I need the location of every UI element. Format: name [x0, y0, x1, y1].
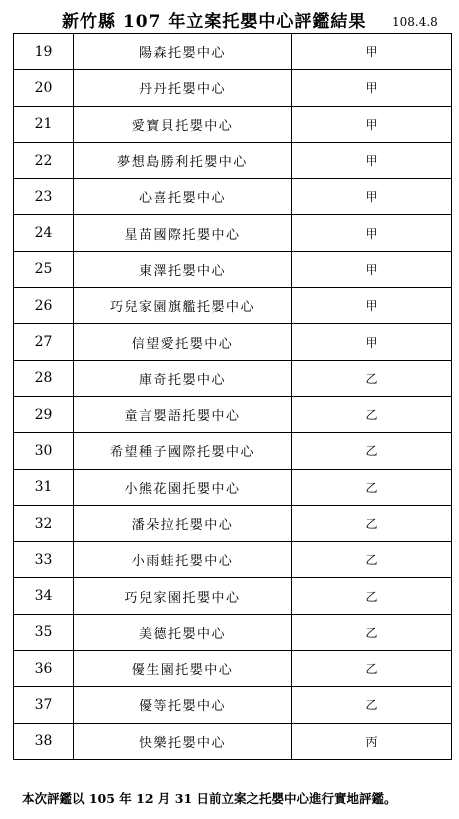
table-row: [14, 651, 452, 687]
table-row: [14, 542, 452, 578]
footnote: 本次評鑑以 105 年 12 月 31 日前立案之托嬰中心進行實地評鑑。: [22, 791, 397, 806]
evaluation-grade: 乙: [292, 578, 452, 614]
table-row: [14, 396, 452, 432]
evaluation-grade: 甲: [292, 106, 452, 142]
row-number: 24: [14, 215, 74, 251]
center-name: 庫奇托嬰中心: [74, 360, 292, 396]
center-name: 巧兒家園旗艦托嬰中心: [74, 288, 292, 324]
evaluation-grade: 甲: [292, 288, 452, 324]
table-row: [14, 179, 452, 215]
center-name: 丹丹托嬰中心: [74, 70, 292, 106]
row-number: 30: [14, 433, 74, 469]
table-row: [14, 70, 452, 106]
row-number: 37: [14, 687, 74, 723]
evaluation-grade: 甲: [292, 215, 452, 251]
table-row: [14, 360, 452, 396]
evaluation-grade: 乙: [292, 651, 452, 687]
document-header: [0, 9, 459, 35]
row-number: 20: [14, 70, 74, 106]
row-number: 19: [14, 34, 74, 70]
evaluation-grade: 乙: [292, 433, 452, 469]
center-name: 巧兒家園托嬰中心: [74, 578, 292, 614]
evaluation-grade: 甲: [292, 324, 452, 360]
row-number: 23: [14, 179, 74, 215]
row-number: 27: [14, 324, 74, 360]
row-number: 33: [14, 542, 74, 578]
table-row: [14, 215, 452, 251]
row-number: 36: [14, 651, 74, 687]
document-date: 108.4.8: [392, 15, 438, 29]
center-name: 夢想島勝利托嬰中心: [74, 142, 292, 178]
center-name: 童言嬰語托嬰中心: [74, 396, 292, 432]
center-name: 希望種子國際托嬰中心: [74, 433, 292, 469]
row-number: 28: [14, 360, 74, 396]
results-table: [13, 33, 452, 760]
table-row: [14, 687, 452, 723]
table-row: [14, 288, 452, 324]
document-title: 新竹縣 107 年立案托嬰中心評鑑結果: [62, 12, 367, 32]
center-name: 愛寶貝托嬰中心: [74, 106, 292, 142]
row-number: 32: [14, 505, 74, 541]
evaluation-grade: 甲: [292, 251, 452, 287]
evaluation-grade: 甲: [292, 70, 452, 106]
table-row: [14, 469, 452, 505]
evaluation-grade: 乙: [292, 360, 452, 396]
row-number: 31: [14, 469, 74, 505]
table-row: [14, 433, 452, 469]
table-row: [14, 106, 452, 142]
center-name: 優生園托嬰中心: [74, 651, 292, 687]
evaluation-grade: 甲: [292, 179, 452, 215]
center-name: 心喜托嬰中心: [74, 179, 292, 215]
evaluation-grade: 甲: [292, 34, 452, 70]
row-number: 34: [14, 578, 74, 614]
table-row: [14, 34, 452, 70]
center-name: 陽森托嬰中心: [74, 34, 292, 70]
row-number: 22: [14, 142, 74, 178]
evaluation-grade: 甲: [292, 142, 452, 178]
evaluation-grade: 乙: [292, 396, 452, 432]
row-number: 35: [14, 614, 74, 650]
table-row: [14, 614, 452, 650]
table-row: [14, 142, 452, 178]
evaluation-grade: 丙: [292, 723, 452, 759]
center-name: 優等托嬰中心: [74, 687, 292, 723]
evaluation-grade: 乙: [292, 505, 452, 541]
evaluation-grade: 乙: [292, 687, 452, 723]
table-row: [14, 324, 452, 360]
row-number: 26: [14, 288, 74, 324]
center-name: 美德托嬰中心: [74, 614, 292, 650]
evaluation-grade: 乙: [292, 469, 452, 505]
table-row: [14, 578, 452, 614]
center-name: 潘朵拉托嬰中心: [74, 505, 292, 541]
evaluation-grade: 乙: [292, 542, 452, 578]
table-row: [14, 251, 452, 287]
row-number: 29: [14, 396, 74, 432]
row-number: 38: [14, 723, 74, 759]
table-row: [14, 723, 452, 759]
center-name: 小雨蛙托嬰中心: [74, 542, 292, 578]
center-name: 小熊花園托嬰中心: [74, 469, 292, 505]
row-number: 21: [14, 106, 74, 142]
table-row: [14, 505, 452, 541]
results-table-body: [14, 34, 452, 760]
evaluation-grade: 乙: [292, 614, 452, 650]
row-number: 25: [14, 251, 74, 287]
center-name: 東澤托嬰中心: [74, 251, 292, 287]
center-name: 快樂托嬰中心: [74, 723, 292, 759]
center-name: 信望愛托嬰中心: [74, 324, 292, 360]
center-name: 星苗國際托嬰中心: [74, 215, 292, 251]
